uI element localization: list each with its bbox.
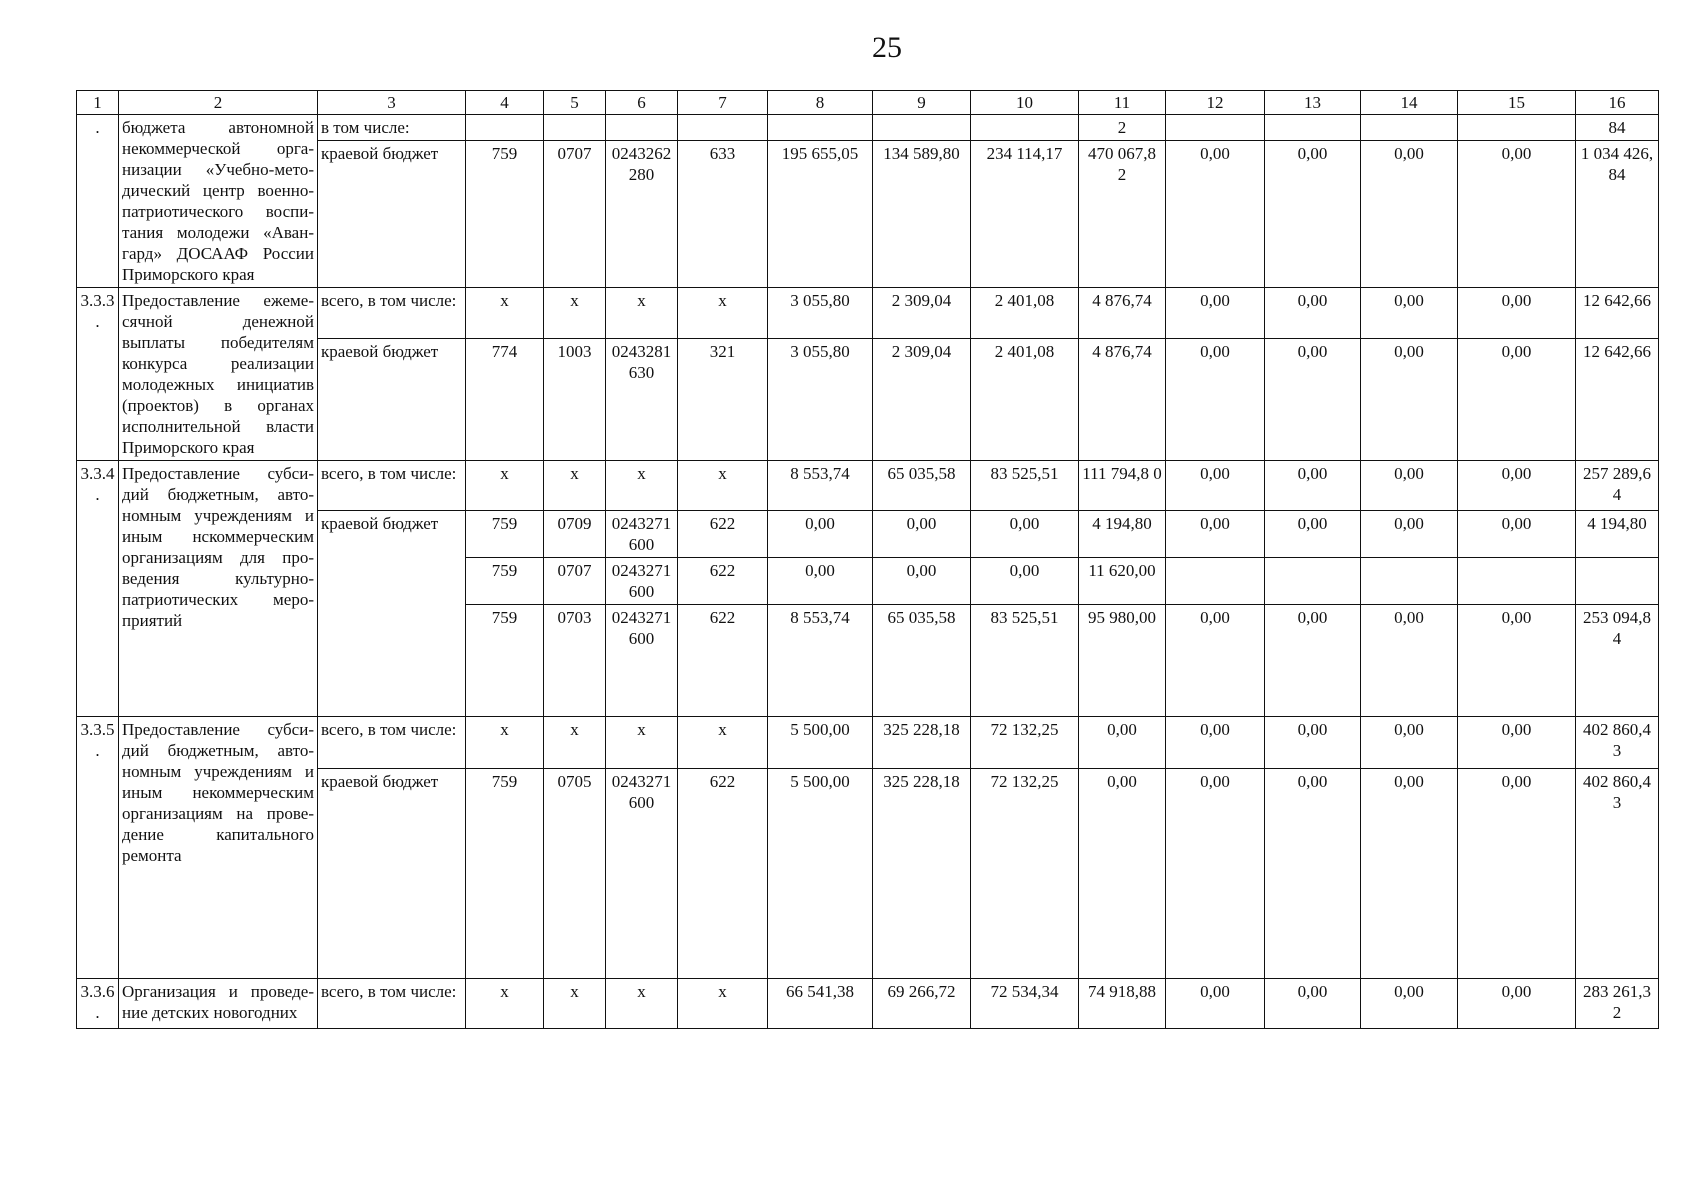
table-cell: 0,00 [971, 511, 1079, 558]
table-cell [1458, 115, 1576, 141]
table-cell [873, 115, 971, 141]
header-cell: 10 [971, 91, 1079, 115]
table-cell [768, 115, 873, 141]
table-cell: x [606, 461, 678, 511]
table-cell: x [466, 288, 544, 339]
table-cell: 3 055,80 [768, 338, 873, 460]
table-cell: 12 642,66 [1576, 338, 1659, 460]
table-cell: 0705 [544, 769, 606, 979]
table-cell: 622 [678, 605, 768, 717]
table-cell: 0,00 [1361, 288, 1458, 339]
table-cell: 0,00 [1166, 511, 1265, 558]
header-cell: 11 [1079, 91, 1166, 115]
funding-source: краевой бюджет [318, 338, 466, 460]
table-cell: 0,00 [1361, 141, 1458, 288]
activity-name: Предоставление субси-дий бюджетным, авто-номным учреждениям и иным некоммерческим организациям на прове-дение капитального ремонта [119, 717, 318, 979]
table-cell: 759 [466, 605, 544, 717]
table-cell: 633 [678, 141, 768, 288]
table-cell: 0,00 [1458, 511, 1576, 558]
table-cell: 0,00 [873, 511, 971, 558]
table-row [77, 461, 1659, 511]
table-cell [466, 115, 544, 141]
table-cell: 0,00 [1265, 769, 1361, 979]
table-cell: 0,00 [768, 558, 873, 605]
table-cell: 0,00 [1079, 769, 1166, 979]
table-cell: x [466, 717, 544, 769]
table-cell: 4 876,74 [1079, 338, 1166, 460]
table-cell [1458, 558, 1576, 605]
table-row [77, 115, 1659, 141]
table-cell: 72 534,34 [971, 979, 1079, 1029]
table-cell: 65 035,58 [873, 461, 971, 511]
table-cell: 72 132,25 [971, 769, 1079, 979]
table-cell: 0,00 [1265, 461, 1361, 511]
header-cell: 5 [544, 91, 606, 115]
funding-source: всего, в том числе: [318, 717, 466, 769]
table-cell: x [544, 979, 606, 1029]
table-cell: 0,00 [1458, 141, 1576, 288]
row-index: 3.3.6 . [77, 979, 119, 1029]
table-cell: 11 620,00 [1079, 558, 1166, 605]
header-cell: 6 [606, 91, 678, 115]
table-cell: 2 401,08 [971, 288, 1079, 339]
table-cell: 0,00 [1265, 288, 1361, 339]
table-cell: 111 794,8 0 [1079, 461, 1166, 511]
table-cell: 0,00 [873, 558, 971, 605]
table-cell: 83 525,51 [971, 605, 1079, 717]
table-cell: 0,00 [1166, 605, 1265, 717]
table-cell: x [606, 979, 678, 1029]
funding-source: всего, в том числе: [318, 288, 466, 339]
table-cell: 759 [466, 511, 544, 558]
table-cell: 759 [466, 769, 544, 979]
header-cell: 4 [466, 91, 544, 115]
table-cell: 759 [466, 558, 544, 605]
table-cell: 0,00 [1166, 461, 1265, 511]
table-cell: 0,00 [1166, 979, 1265, 1029]
table-cell: 69 266,72 [873, 979, 971, 1029]
table-cell: 0,00 [768, 511, 873, 558]
table-cell: 1003 [544, 338, 606, 460]
budget-table [76, 90, 1659, 1029]
table-cell: 759 [466, 141, 544, 288]
activity-name: Предоставление ежеме-сячной денежной выплаты победителям конкурса реализации молодежных инициатив (проектов) в органах исполнительной власти Приморского края [119, 288, 318, 461]
header-cell: 3 [318, 91, 466, 115]
table-cell: 0,00 [1458, 769, 1576, 979]
table-cell: 0243271 600 [606, 558, 678, 605]
table-cell: 622 [678, 558, 768, 605]
table-cell: 0,00 [1166, 717, 1265, 769]
table-cell: 0,00 [1361, 511, 1458, 558]
table-cell: x [544, 461, 606, 511]
table-cell: 84 [1576, 115, 1659, 141]
table-cell: 95 980,00 [1079, 605, 1166, 717]
table-cell: 0,00 [1458, 288, 1576, 339]
row-index: 3.3.4 . [77, 461, 119, 717]
table-cell [1576, 558, 1659, 605]
funding-source: всего, в том числе: [318, 461, 466, 511]
table-cell: 0,00 [1265, 511, 1361, 558]
header-cell: 15 [1458, 91, 1576, 115]
funding-source: краевой бюджет [318, 141, 466, 288]
table-cell: 12 642,66 [1576, 288, 1659, 339]
header-cell: 14 [1361, 91, 1458, 115]
header-cell: 9 [873, 91, 971, 115]
table-cell: 2 309,04 [873, 288, 971, 339]
activity-name: Организация и проведе-ние детских новогодних [119, 979, 318, 1029]
table-cell: 0707 [544, 558, 606, 605]
table-cell: 234 114,17 [971, 141, 1079, 288]
header-cell: 7 [678, 91, 768, 115]
table-cell: 0703 [544, 605, 606, 717]
table-cell: 2 309,04 [873, 338, 971, 460]
table-cell: 622 [678, 511, 768, 558]
table-cell: 0,00 [1361, 717, 1458, 769]
table-cell: 0243262 280 [606, 141, 678, 288]
header-cell: 16 [1576, 91, 1659, 115]
table-cell: 0243271 600 [606, 769, 678, 979]
table-cell: 72 132,25 [971, 717, 1079, 769]
table-cell: 5 500,00 [768, 769, 873, 979]
table-cell: 4 876,74 [1079, 288, 1166, 339]
table-cell: 5 500,00 [768, 717, 873, 769]
table-cell: 0,00 [1361, 461, 1458, 511]
table-cell: 0243281 630 [606, 338, 678, 460]
table-cell: 1 034 426, 84 [1576, 141, 1659, 288]
row-index: 3.3.3 . [77, 288, 119, 461]
table-cell: x [606, 288, 678, 339]
table-cell: 0,00 [1361, 769, 1458, 979]
table-cell: 0243271 600 [606, 605, 678, 717]
table-cell: 0243271 600 [606, 511, 678, 558]
table-cell: 0,00 [1458, 461, 1576, 511]
table-cell: 3 055,80 [768, 288, 873, 339]
table-cell: 0,00 [1458, 605, 1576, 717]
table-cell: 0709 [544, 511, 606, 558]
table-cell: 0,00 [1079, 717, 1166, 769]
header-cell: 8 [768, 91, 873, 115]
table-cell: 0,00 [1265, 338, 1361, 460]
funding-source: краевой бюджет [318, 769, 466, 979]
table-cell [1166, 558, 1265, 605]
activity-name: Предоставление субси-дий бюджетным, авто-номным учреждениям и иным нскоммерческим организациям для про-ведения культурно-патриотических меро-приятий [119, 461, 318, 717]
table-cell: 253 094,8 4 [1576, 605, 1659, 717]
table-cell: 402 860,4 3 [1576, 769, 1659, 979]
table-cell [1265, 115, 1361, 141]
table-cell: 0,00 [1265, 979, 1361, 1029]
table-cell: 2 401,08 [971, 338, 1079, 460]
table-cell: 83 525,51 [971, 461, 1079, 511]
table-cell: 321 [678, 338, 768, 460]
header-cell: 12 [1166, 91, 1265, 115]
table-cell: 2 [1079, 115, 1166, 141]
table-cell: 0,00 [1458, 717, 1576, 769]
table-cell [1361, 558, 1458, 605]
header-cell: 13 [1265, 91, 1361, 115]
table-cell [544, 115, 606, 141]
table-cell: x [678, 717, 768, 769]
table-row [77, 717, 1659, 769]
table-cell: 0,00 [1361, 338, 1458, 460]
table-cell: 325 228,18 [873, 769, 971, 979]
table-cell: 0,00 [1361, 979, 1458, 1029]
table-cell: 0,00 [1458, 338, 1576, 460]
table-row [77, 979, 1659, 1029]
header-cell: 2 [119, 91, 318, 115]
table-cell: x [678, 979, 768, 1029]
table-cell: 402 860,4 3 [1576, 717, 1659, 769]
table-cell: x [466, 461, 544, 511]
header-row [77, 91, 1659, 115]
table-cell: 0,00 [1166, 141, 1265, 288]
table-cell: 325 228,18 [873, 717, 971, 769]
table-cell [971, 115, 1079, 141]
table-cell: 257 289,6 4 [1576, 461, 1659, 511]
row-index: . [77, 115, 119, 288]
table-cell: x [678, 288, 768, 339]
table-cell: 4 194,80 [1079, 511, 1166, 558]
table-cell [1361, 115, 1458, 141]
table-cell: 0,00 [1458, 979, 1576, 1029]
table-cell: 0,00 [1166, 769, 1265, 979]
table-cell: x [606, 717, 678, 769]
page-number: 25 [872, 31, 902, 64]
table-cell: 0,00 [1361, 605, 1458, 717]
table-cell: 0,00 [1265, 141, 1361, 288]
table-cell [1265, 558, 1361, 605]
funding-source: краевой бюджет [318, 511, 466, 717]
table-cell: 0,00 [1166, 288, 1265, 339]
table-cell: 74 918,88 [1079, 979, 1166, 1029]
table-cell: 0,00 [1265, 605, 1361, 717]
table-cell: 134 589,80 [873, 141, 971, 288]
funding-source: в том числе: [318, 115, 466, 141]
table-cell [606, 115, 678, 141]
table-cell: 0,00 [1265, 717, 1361, 769]
table-cell: 470 067,8 2 [1079, 141, 1166, 288]
header-cell: 1 [77, 91, 119, 115]
table-cell: 8 553,74 [768, 605, 873, 717]
table-cell: x [544, 717, 606, 769]
activity-name: бюджета автономной некоммерческой орга-низации «Учебно-мето-дический центр военно-патриотического воспи-тания молодежи «Аван-гард» ДОСААФ России Приморского края [119, 115, 318, 288]
table-cell: 8 553,74 [768, 461, 873, 511]
table-cell: x [544, 288, 606, 339]
table-cell: 66 541,38 [768, 979, 873, 1029]
table-cell: 65 035,58 [873, 605, 971, 717]
table-cell [1166, 115, 1265, 141]
table-cell: 283 261,3 2 [1576, 979, 1659, 1029]
table-cell: 622 [678, 769, 768, 979]
row-index: 3.3.5 . [77, 717, 119, 979]
table-cell: 774 [466, 338, 544, 460]
table-cell: 0707 [544, 141, 606, 288]
funding-source: всего, в том числе: [318, 979, 466, 1029]
table-row [77, 288, 1659, 339]
table-cell: 0,00 [971, 558, 1079, 605]
table-cell: x [678, 461, 768, 511]
table-cell: 0,00 [1166, 338, 1265, 460]
table-cell: x [466, 979, 544, 1029]
table-cell: 4 194,80 [1576, 511, 1659, 558]
table-cell: 195 655,05 [768, 141, 873, 288]
table-cell [678, 115, 768, 141]
